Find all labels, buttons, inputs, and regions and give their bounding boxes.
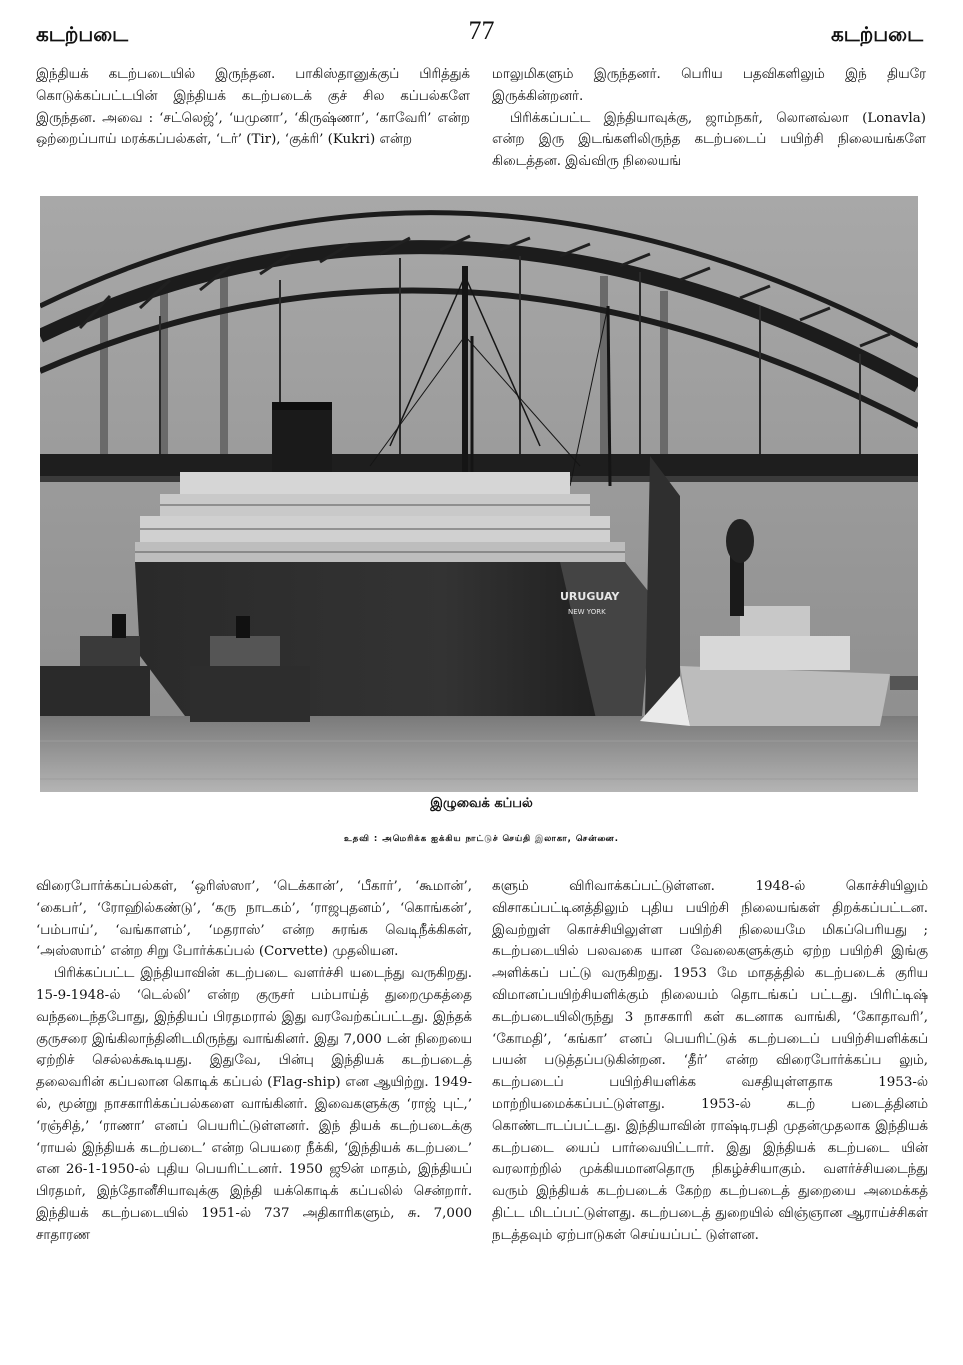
smoke-plume bbox=[726, 519, 754, 563]
ship-port-text: NEW YORK bbox=[568, 608, 606, 616]
paragraph: விரைபோர்க்கப்பல்கள், ‘ஒரிஸ்ஸா’, ‘டெக்கான்’, ‘பீகார்’, ‘கூமான்’, ‘கைபர்’, ‘ரோஹில்கண்டு’, ‘கரு நாடகம்’, ‘ராஜபுதனம்’, ‘கொங்கன்’, ‘பம்பாய்’, ‘வங்காளம்’, ‘மதராஸ்’ என்ற சுரங்க வெடிநீக்கிகள், ‘அஸ்ஸாம்’ என்ற சிறு போர்க்கப்பல் (Corvette) முதலியன. bbox=[36, 879, 472, 960]
ship-name-text: URUGUAY bbox=[560, 590, 620, 603]
paragraph: இந்தியக் கடற்படையில் இருந்தன. பாகிஸ்தானுக்குப் பிரித்துக் கொடுக்கப்பட்டபின் இந்தியக் கடற்படைக் குச் சில கப்பல்களே இருந்தன. அவை : ‘சட்லெஜ்’, ‘யமுனா’, ‘கிருஷ்ணா’, ‘காவேரி’ என்ற ஒற்றைப்பாய் மரக்கப்பல்கள், ‘டர்’ (Tir), ‘குக்ரி’ (Kukri) என்ற bbox=[36, 67, 470, 148]
figure-credit: உதவி : அமெரிக்க ஐக்கிய நாட்டுச் செய்தி இலாகா, சென்னை. bbox=[344, 834, 619, 844]
ship-superstructure bbox=[135, 472, 625, 562]
bottom-left-column bbox=[36, 876, 472, 1247]
paragraph: களும் விரிவாக்கப்பட்டுள்ளன. 1948-ல் கொச்சியிலும் விசாகப்பட்டினத்திலும் புதிய பயிற்சி நிலையங்கள் திறக்கப்பட்டன. இவற்றுள் கொச்சியிலுள்ள பயிற்சி நிலையமே மிகப்பெரியது ; கடற்படையில் பலவகை யான வேலைகளுக்கும் ஏற்ற பயிற்சி இங்கு அளிக்கப் பட்டு வருகிறது. 1953 மே மாதத்தில் கடற்படைக் குரிய விமானப்பயிற்சியளிக்கும் நிலையம் தொடங்கப் பட்டது. பிரிட்டிஷ் கடற்படையிலிருந்து 3 நாசகாரி கள் கடனாக வாங்கி, ‘கோதாவரி’, ‘கோமதி’, ‘கங்கா’ எனப் பெயரிட்டுக் கடற்படைப் பயிற்சியளிக்கப் பயன் படுத்தப்படுகின்றன. ‘தீர்’ என்ற விரைபோர்க்கப்ப லும், கடற்படைப் பயிற்சியளிக்க வசதியுள்ளதாக 1953-ல் மாற்றியமைக்கப்பட்டுள்ளது. 1953-ல் கடற் படைத்தினம் கொண்டாடப்பட்டது. இந்தியாவின் ராஷ்டிரபதி முதன்முதலாக இந்தியக் கடற்படை யைப் பார்வையிட்டார். இது இந்தியக் கடற்படை யின் வரலாற்றில் முக்கியமானதொரு நிகழ்ச்சியாகும். வளர்ச்சியடைந்து வரும் இந்தியக் கடற்படைக் கேற்ற கடற்படைத் துறையை அமைக்கத் திட்ட மிடப்பட்டுள்ளது. கடற்படைத் துறையில் விஞ்ஞான ஆராய்ச்சிகள் நடத்தவும் ஏற்பாடுகள் செய்யப்பட் டுள்ளன. bbox=[492, 879, 928, 1243]
top-right-column bbox=[492, 64, 926, 173]
running-head-left: கடற்படை bbox=[36, 22, 129, 46]
running-head-right: கடற்படை bbox=[830, 22, 923, 46]
page-header bbox=[0, 14, 963, 54]
paragraph: மாலுமிகளும் இருந்தனர். பெரிய பதவிகளிலும் இந் தியரே இருக்கின்றனர். bbox=[492, 67, 926, 104]
figure-caption: இழுவைக் கப்பல் bbox=[430, 796, 533, 811]
top-left-column bbox=[36, 64, 470, 151]
bottom-right-column bbox=[492, 876, 928, 1247]
paragraph: பிரிக்கப்பட்ட இந்தியாவுக்கு, ஜாம்நகர், லொனவ்லா (Lonavla) என்ற இரு இடங்களிலிருந்த கடற்படைப் பயிற்சி நிலையங்களே கிடைத்தன. இவ்விரு நிலையங் bbox=[492, 110, 926, 170]
page-number: 77 bbox=[468, 16, 495, 45]
ship-funnel bbox=[272, 404, 332, 474]
tugboat-photograph bbox=[40, 196, 918, 792]
paragraph: பிரிக்கப்பட்ட இந்தியாவின் கடற்படை வளர்ச்சி யடைந்து வருகிறது. 15-9-1948-ல் ‘டெல்லி’ என்ற குருசர் பம்பாய்த் துறைமுகத்தை வந்தடைந்தபோது, இந்தியப் பிரதமரால் இது வரவேற்கப்பட்டது. இந்தக் குருசரை இங்கிலாந்தினிடமிருந்து வாங்கினர். இது 7,000 டன் நிறையை ஏற்றிச் செல்லக்கூடியது. இதுவே, பின்பு இந்தியக் கடற்படைத் தலைவரின் கப்பலான கொடிக் கப்பல் (Flag-ship) என ஆயிற்று. 1949-ல், மூன்று நாசகாரிக்கப்பல்களை வாங்கினர். இவைகளுக்கு ‘ராஜ் புட்,’ ‘ரஞ்சித்,’ ‘ராணா’ எனப் பெயரிட்டுள்ளனர். இந் தியக் கடற்படைக்கு ‘ராயல் இந்தியக் கடற்படை’ என்ற பெயரை நீக்கி, ‘இந்தியக் கடற்படை’ என 26-1-1950-ல் புதிய பெயரிட்டனர். 1950 ஜூன் மாதம், இந்தியப் பிரதமர், இந்தோனீசியாவுக்கு இந்தி யக்கொடிக் கப்பலில் சென்றார். இந்தியக் கடற்படையில் 1951-ல் 737 அதிகாரிகளும், சு. 7,000 சாதாரண bbox=[36, 966, 472, 1243]
